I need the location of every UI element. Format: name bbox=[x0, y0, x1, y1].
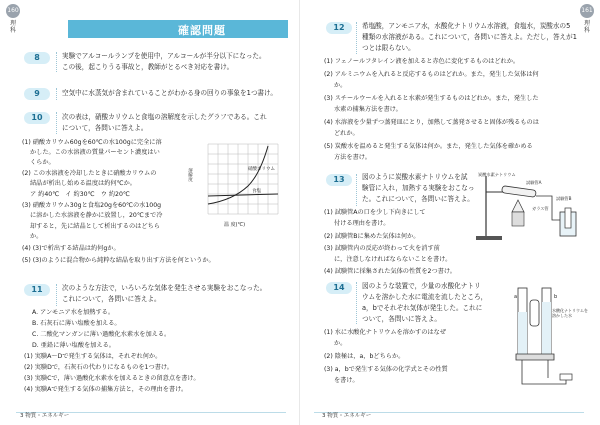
question-text: つとは限らない。 bbox=[362, 44, 415, 52]
sub-question: (3) 実験Cで，薄い過酸化水素水を加えるときの留意点を書け。 bbox=[24, 375, 200, 382]
divider bbox=[356, 22, 357, 54]
figure-label: 水酸化ナトリウムを溶かした水 bbox=[552, 308, 588, 318]
sub-question: (4) 試験管に採集された気体の性質を2つ書け。 bbox=[324, 268, 456, 275]
question-text: 次のような方法で，いろいろな気体を発生させる実験をおこなった。 bbox=[62, 284, 267, 292]
question-text: 次の表は，硝酸カリウムと食塩の溶解度を示したグラフである。これ bbox=[62, 113, 267, 121]
divider bbox=[356, 282, 357, 324]
sub-question: (1) 水に水酸化ナトリウムを溶かすのはなぜ bbox=[324, 329, 447, 336]
right-page bbox=[300, 0, 600, 425]
question-text: ウムを溶かした水に電流を流したところ， bbox=[362, 293, 488, 301]
question-text: について，各問いに答えよ。 bbox=[62, 124, 148, 132]
sub-question: どれか。 bbox=[334, 130, 359, 137]
sub-question: (3) 試験管内の反応が終わって火を消す前 bbox=[324, 245, 440, 252]
heating-apparatus-figure bbox=[472, 170, 586, 242]
divider bbox=[56, 52, 57, 72]
graph-ylabel: 溶解度 bbox=[188, 168, 193, 182]
question-text: た。これについて，各問いに答えよ。 bbox=[362, 195, 474, 203]
sub-question: (1) 実験A～Dで発生する気体は，それぞれ何か。 bbox=[24, 353, 162, 360]
figure-label: 試験管B bbox=[556, 196, 572, 201]
sub-question: (5) (3)のように混合物から純粋な結晶を取り出す方法を何というか。 bbox=[22, 257, 215, 264]
sub-question: か。 bbox=[334, 82, 347, 89]
sub-question: (2) アルミニウムを入れると反応するものはどれか。また，発生した気体は何 bbox=[324, 71, 539, 78]
sub-question: A. アンモニア水を加熱する。 bbox=[32, 309, 115, 316]
question-text: a，bでそれぞれ気体が発生した。これに bbox=[362, 304, 483, 312]
sub-question: に溶かした水溶液を静かに放置し，20℃まで冷 bbox=[30, 212, 163, 219]
page-number: 161 bbox=[580, 4, 594, 18]
sub-question: に，注意しなければならないことを書け。 bbox=[334, 256, 452, 263]
side-label: 理科 bbox=[9, 20, 16, 34]
question-text: 種類の水溶液がある。これについて，各問いに答えよ。ただし，答えが1 bbox=[362, 33, 577, 41]
question-number: 13 bbox=[326, 174, 352, 186]
question-number: 11 bbox=[24, 284, 50, 296]
divider bbox=[56, 284, 57, 306]
question-text: 希塩酸，アンモニア水，水酸化ナトリウム水溶液，食塩水，炭酸水の5 bbox=[362, 22, 571, 30]
sub-question: か。 bbox=[30, 233, 43, 240]
page-footer: 3 物質・エネルギー bbox=[20, 413, 70, 419]
sub-question: (2) 陰極は，a，bどちらか。 bbox=[324, 353, 405, 360]
figure-label: ガラス管 bbox=[532, 206, 549, 211]
question-text: 験管に入れ，加熱する実験をおこなっ bbox=[362, 184, 475, 192]
sub-question: を書け。 bbox=[334, 377, 359, 384]
sub-question: (2) 試験管Bに集めた気体は何か。 bbox=[324, 233, 420, 240]
sub-question: B. 石灰石に薄い塩酸を加える。 bbox=[32, 320, 121, 327]
page-number: 160 bbox=[6, 4, 20, 18]
electrolysis-figure bbox=[496, 282, 588, 392]
series-label-kno3: 硝酸カリウム bbox=[248, 167, 275, 172]
sub-question: (3) a，bで発生する気体の化学式とその性質 bbox=[324, 366, 448, 373]
electrode-label-a: a bbox=[514, 294, 518, 300]
sub-question: 結晶が析出し始める温度は約何℃か。 bbox=[30, 180, 136, 187]
question-text: 実験でアルコールランプを使用中，アルコールが半分以下になった。 bbox=[62, 52, 266, 60]
sub-question: (1) フェノールフタレイン液を加えると赤色に変化するものはどれか。 bbox=[324, 58, 520, 65]
sub-question: か。 bbox=[334, 340, 347, 347]
solubility-graph bbox=[188, 138, 286, 228]
sub-question: (3) 硝酸カリウム30gと食塩20gを60℃の水100g bbox=[22, 202, 162, 209]
sub-question: (4) 実験Aで発生する気体の捕集方法と，その理由を書け。 bbox=[24, 386, 188, 393]
sub-question: (1) 試験管Aの口を少し下向きにして bbox=[324, 209, 426, 216]
nacl-curve bbox=[208, 194, 278, 196]
sub-question: (4) (3)で析出する結晶は約何gか。 bbox=[22, 245, 120, 252]
series-label-nacl: 食塩 bbox=[252, 189, 261, 194]
question-text: この後，起こりうる事故と，教師がとるべき対応を書け。 bbox=[62, 63, 234, 71]
question-number: 14 bbox=[326, 282, 352, 294]
sub-question: 水素の捕集方法を書け。 bbox=[334, 106, 402, 113]
question-text: 空気中に水蒸気が含まれていることがわかる身の回りの事象を1つ書け。 bbox=[62, 89, 277, 97]
page-footer: 3 物質・エネルギー bbox=[322, 413, 372, 419]
figure-label: 試験管A bbox=[526, 180, 542, 185]
graph-xlabel: 温 度(℃) bbox=[224, 222, 246, 228]
question-text: ついて，各問いに答えよ。 bbox=[362, 315, 441, 323]
sub-question: C. 二酸化マンガンに薄い過酸化水素水を加える。 bbox=[32, 331, 171, 338]
divider bbox=[356, 174, 357, 206]
question-number: 9 bbox=[24, 88, 50, 100]
sub-question: くらか。 bbox=[30, 159, 55, 166]
sub-question: (2) この水溶液を冷却したときに硝酸カリウムの bbox=[22, 170, 157, 177]
sub-question: かした。この水溶液の質量パーセント濃度はい bbox=[30, 149, 160, 156]
question-text: これについて，各問いに答えよ。 bbox=[62, 295, 161, 303]
figure-label: 炭酸水素ナトリウム bbox=[478, 172, 516, 177]
question-text: 図のような装置で，少量の水酸化ナトリ bbox=[362, 282, 481, 290]
question-number: 8 bbox=[24, 52, 50, 64]
sub-question: (5) 炭酸水を温めると発生する気体は何か。また，発生した気体を確かめる bbox=[324, 143, 533, 150]
question-text: 図のように炭酸水素ナトリウムを試 bbox=[362, 173, 468, 181]
divider bbox=[56, 112, 57, 134]
sub-question: 却すると，先に結晶として析出するのはどちら bbox=[30, 223, 160, 230]
sub-question: D. 亜鉛に薄い塩酸を加える。 bbox=[32, 342, 115, 349]
sub-question: (4) 水溶液を少量ずつ蒸発皿にとり，加熱して蒸発させると固体が残るものは bbox=[324, 119, 539, 126]
sub-question: (3) スチールウールを入れると水素が発生するものはどれか。また，発生した bbox=[324, 95, 539, 102]
electrode-label-b: b bbox=[554, 294, 558, 300]
divider bbox=[56, 88, 57, 100]
question-number: 10 bbox=[24, 112, 50, 124]
banner-title: 確認問題 bbox=[178, 24, 226, 37]
question-number: 12 bbox=[326, 22, 352, 34]
side-label: 理科 bbox=[583, 20, 590, 34]
sub-question: ア 約40℃ イ 約30℃ ウ 約20℃ bbox=[30, 191, 130, 198]
sub-question: (2) 実験Dで，石灰石の代わりになるものを1つ書け。 bbox=[24, 364, 173, 371]
sub-question: 付ける理由を書け。 bbox=[334, 220, 390, 227]
section-banner bbox=[68, 20, 288, 38]
sub-question: 方法を書け。 bbox=[334, 154, 371, 161]
sub-question: (1) 硝酸カリウム60gを60℃の水100gに完全に溶 bbox=[22, 139, 162, 146]
